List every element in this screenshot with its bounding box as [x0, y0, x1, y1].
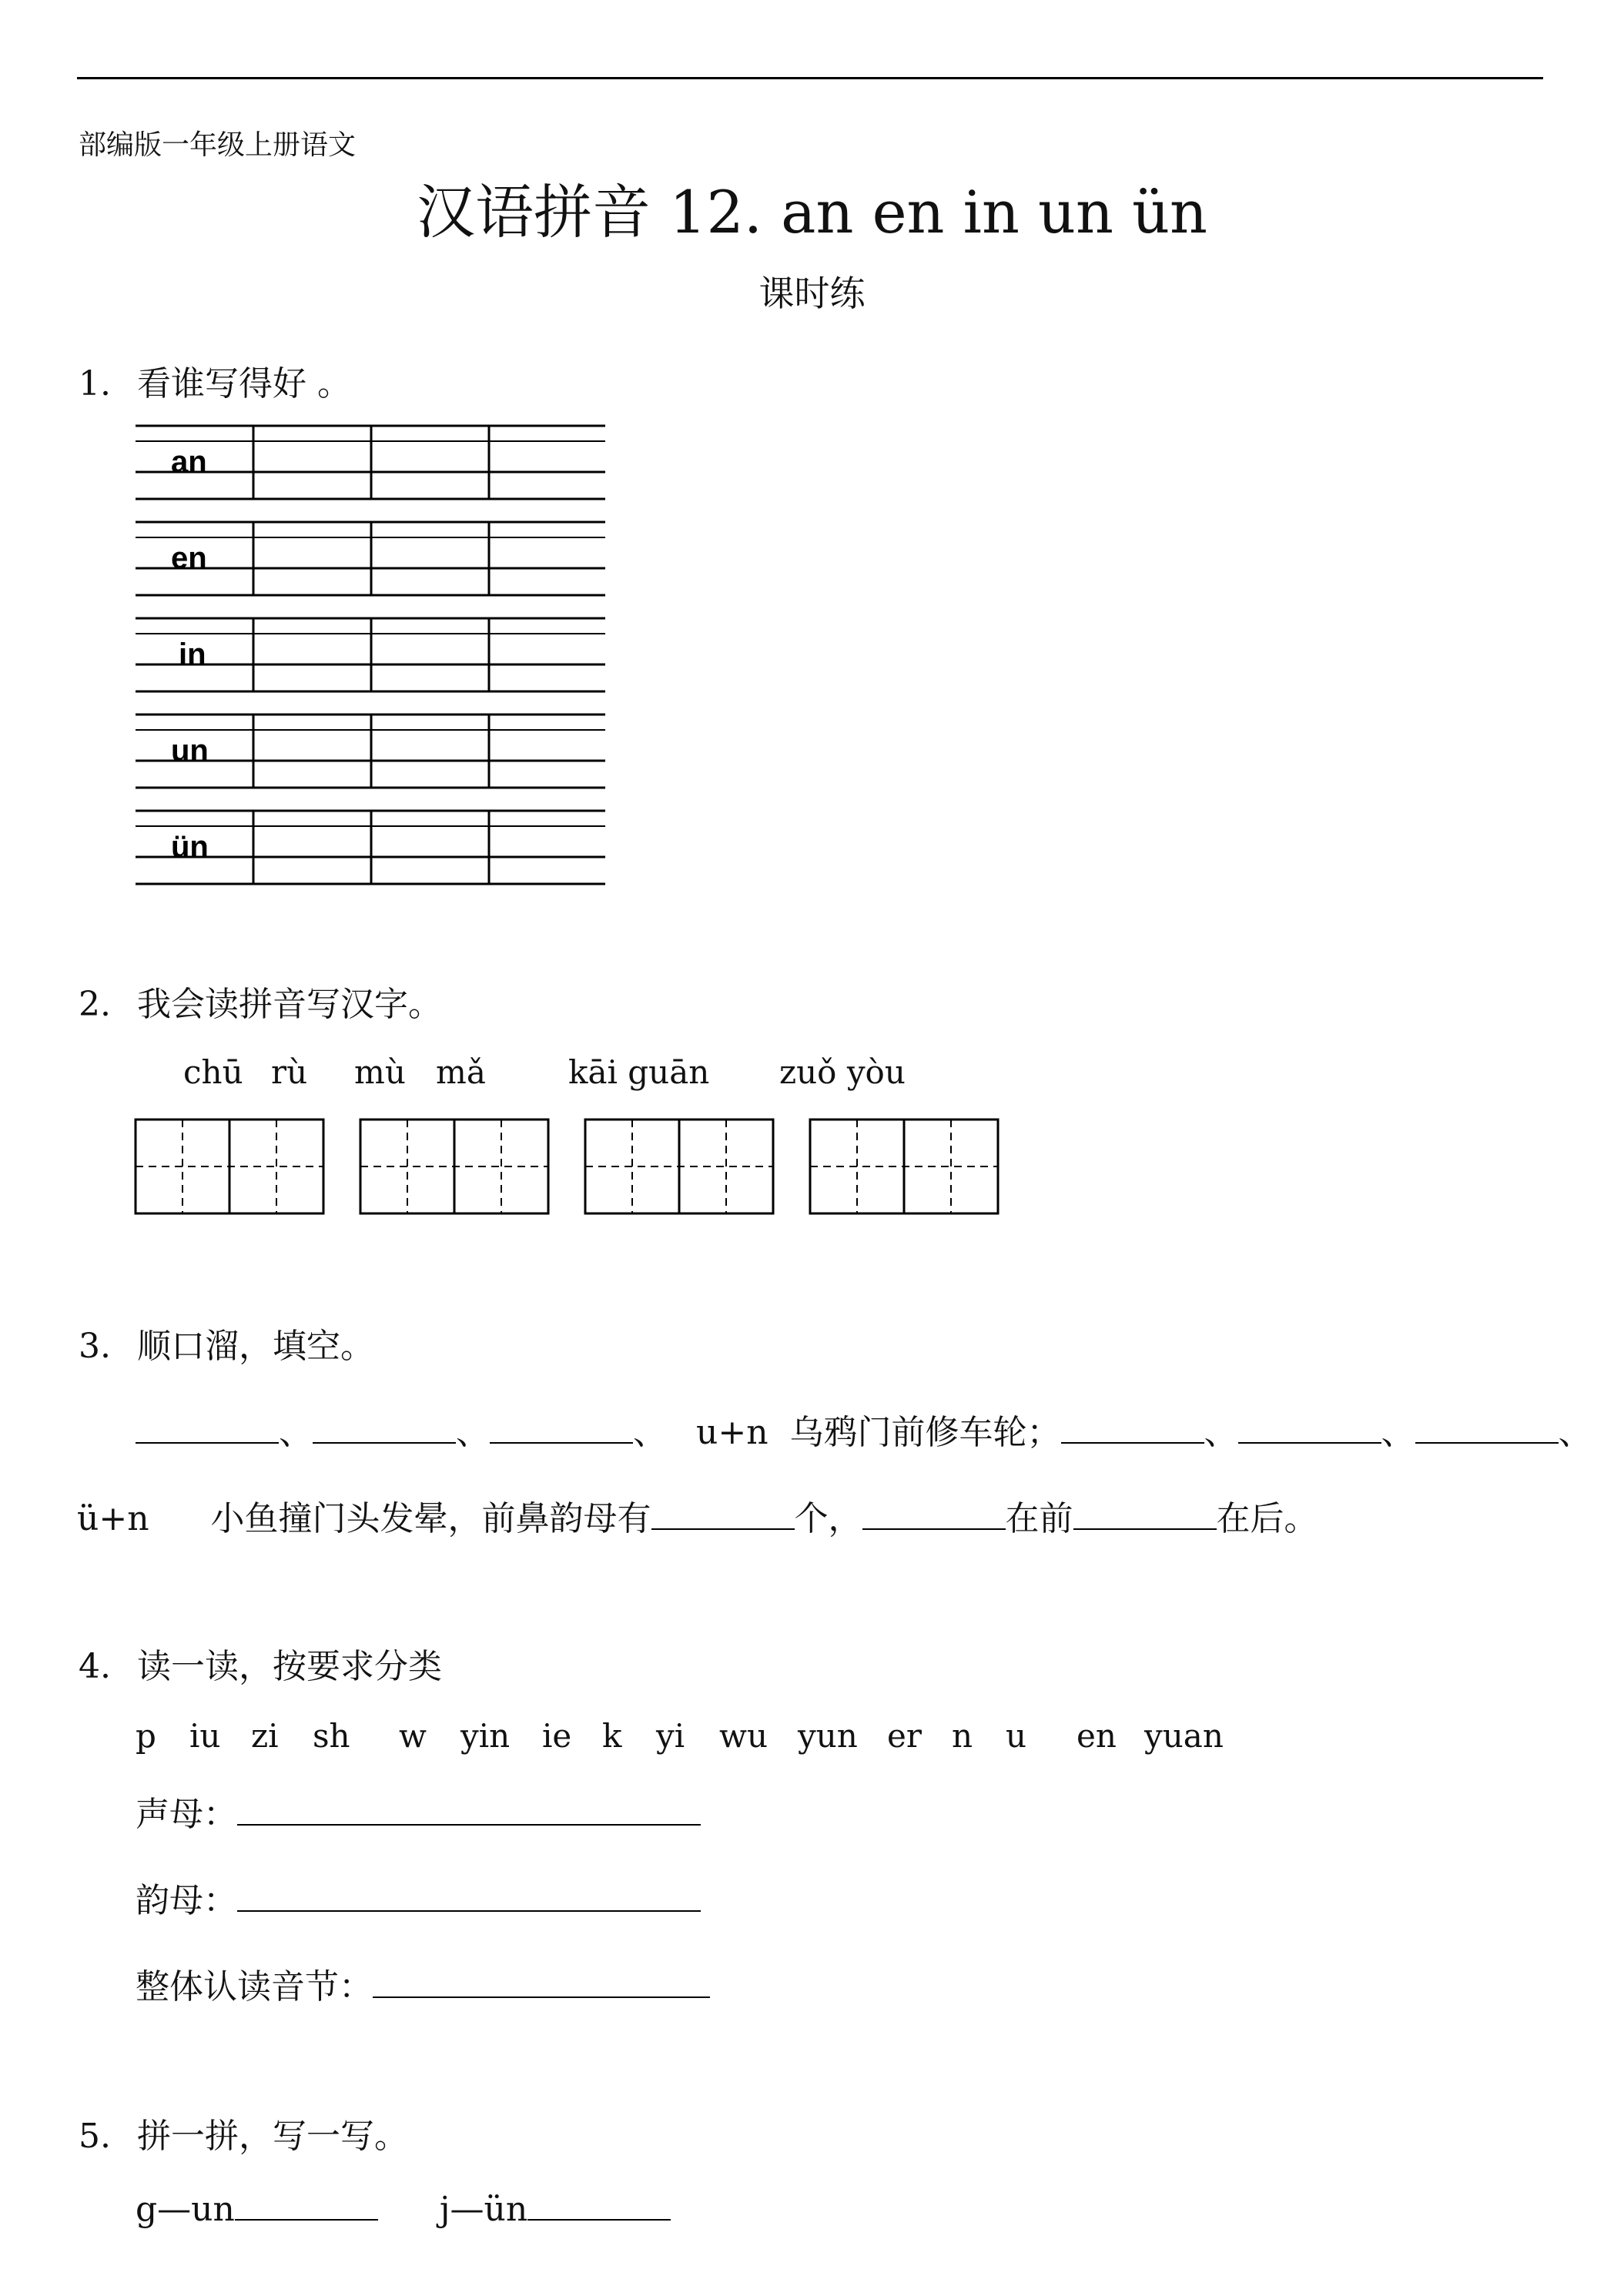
zhengti-row — [136, 1959, 710, 2008]
question-number: 4. — [79, 1647, 111, 1686]
header-text: 部编版一年级上册语文 — [79, 129, 357, 161]
writing-grid — [136, 422, 613, 892]
fill-blank[interactable] — [1238, 1411, 1381, 1444]
question-5 — [79, 2108, 408, 2157]
spell-item-g-un: g—un — [136, 2190, 235, 2229]
grid-label-an: an — [171, 445, 207, 479]
tianzige-boxes — [131, 1118, 1009, 1218]
grid-label-in: in — [179, 638, 206, 671]
pinyin-chu: chū — [183, 1053, 243, 1091]
question-number: 2. — [79, 985, 111, 1024]
syllable-item: yin — [460, 1717, 511, 1755]
zhengti-answer-line[interactable] — [373, 1966, 710, 1998]
question-1 — [79, 356, 351, 405]
syllable-item: yun — [798, 1717, 858, 1755]
question-number: 3. — [79, 1327, 111, 1366]
question-number: 5. — [79, 2117, 111, 2156]
fill-blank[interactable] — [490, 1411, 633, 1444]
yunmu-label: 韵母： — [136, 1881, 237, 1920]
syllable-item: wu — [719, 1717, 768, 1755]
syllable-item: w — [399, 1717, 427, 1755]
syllable-item: p — [136, 1717, 156, 1755]
shengmu-label: 声母： — [136, 1795, 237, 1834]
question-text: 看谁写得好 。 — [137, 364, 351, 403]
syllable-item: k — [602, 1717, 622, 1755]
syllable-item: ie — [542, 1717, 572, 1755]
rhyme-line-2: ü+n 小鱼撞门头发晕，前鼻韵母有 个， 在前 在后。 — [77, 1499, 1318, 1538]
pinyin-ma: mǎ — [436, 1053, 486, 1091]
yunmu-row — [136, 1873, 701, 1922]
shengmu-answer-line[interactable] — [237, 1793, 701, 1826]
page-subtitle: 课时练 — [758, 273, 866, 314]
page-title: 汉语拼音 12. an en in un ün — [416, 178, 1208, 246]
question-text: 顺口溜，填空。 — [137, 1327, 374, 1366]
pinyin-zuo-you: zuǒ yòu — [779, 1053, 906, 1091]
question-3 — [79, 1318, 374, 1367]
zhengti-label: 整体认读音节： — [136, 1967, 373, 2006]
shengmu-row — [136, 1786, 701, 1836]
fill-blank[interactable] — [862, 1498, 1006, 1530]
grid-label-un: un — [171, 734, 209, 768]
syllable-item: sh — [313, 1717, 350, 1755]
fill-blank[interactable] — [651, 1498, 795, 1530]
spell-item-j-un: j—ün — [439, 2190, 528, 2229]
spell-row — [136, 2188, 671, 2229]
syllable-item: yuan — [1144, 1717, 1224, 1755]
question-text: 读一读，按要求分类 — [137, 1647, 442, 1686]
question-4 — [79, 1638, 442, 1688]
fill-blank[interactable] — [1073, 1498, 1217, 1530]
grid-label-un-umlaut: ün — [171, 830, 209, 864]
syllable-item: en — [1077, 1717, 1117, 1755]
grid-label-en: en — [171, 541, 207, 575]
pinyin-mu: mù — [354, 1053, 406, 1091]
top-rule — [77, 77, 1543, 79]
syllable-item: u — [1006, 1717, 1027, 1755]
syllable-item: zi — [251, 1717, 279, 1755]
pinyin-ru: rù — [271, 1053, 308, 1091]
yunmu-answer-line[interactable] — [237, 1879, 701, 1912]
rhyme-line-1: 、 、 、 u+n 乌鸦门前修车轮； 、 、 、 — [136, 1404, 1592, 1454]
question-text: 拼一拼，写一写。 — [137, 2117, 408, 2156]
spell-answer-line[interactable] — [527, 2188, 671, 2221]
fill-blank[interactable] — [1415, 1411, 1559, 1444]
syllable-item: n — [952, 1717, 973, 1755]
syllable-item: yi — [656, 1717, 685, 1755]
syllable-item: er — [887, 1717, 922, 1755]
syllable-item: iu — [189, 1717, 221, 1755]
question-text: 我会读拼音写汉字。 — [137, 985, 442, 1024]
question-2 — [79, 976, 442, 1026]
fill-blank[interactable] — [1061, 1411, 1204, 1444]
question-number: 1. — [79, 364, 111, 403]
fill-blank[interactable] — [313, 1411, 456, 1444]
fill-blank[interactable] — [136, 1411, 279, 1444]
pinyin-kai-guan: kāi guān — [568, 1053, 710, 1091]
spell-answer-line[interactable] — [235, 2188, 378, 2221]
